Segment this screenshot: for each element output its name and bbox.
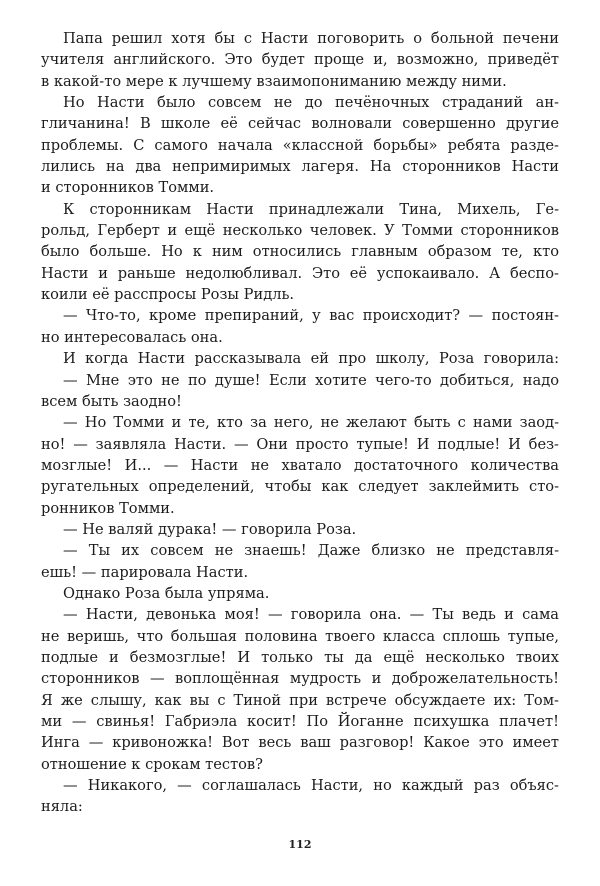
text-line: — Никакого, — соглашалась Насти, но каждый раз объяс- (63, 777, 559, 795)
text-line: проблемы. С самого начала «классной борьбы» ребята разде- (41, 136, 559, 154)
text-line: но интересовалась она. (41, 328, 223, 346)
text-line: ругательных определений, чтобы как следует заклеймить сто- (41, 478, 559, 496)
text-line: не веришь, что большая половина твоего класса сплошь тупые, (41, 627, 559, 645)
text-line: сторонников — воплощённая мудрость и доброжелательность! (41, 670, 559, 688)
text-line: Насти и раньше недолюбливал. Это её успокаивало. А беспо- (41, 264, 559, 282)
text-line: но! — заявляла Насти. — Они просто тупые! И подлые! И без- (41, 435, 559, 453)
text-line: — Мне это не по душе! Если хотите чего-то добиться, надо (63, 371, 559, 389)
text-line: — Что-то, кроме препираний, у вас происходит? — постоян- (63, 307, 559, 325)
text-line: Папа решил хотя бы с Насти поговорить о больной печени (63, 30, 559, 47)
text-line: отношение к срокам тестов? (41, 755, 263, 773)
text-line: учителя английского. Это будет проще и, возможно, приведёт (41, 51, 559, 69)
text-line: няла: (41, 798, 83, 816)
text-line: Инга — кривоножка! Вот весь ваш разговор! Какое это имеет (41, 734, 559, 752)
text-line: всем быть заодно! (41, 392, 182, 410)
text-line: и сторонников Томми. (41, 179, 215, 197)
text-line: Однако Роза была упряма. (63, 584, 270, 602)
text-line: гличанина! В школе её сейчас волновали совершенно другие (41, 115, 559, 133)
text-line: ешь! — парировала Насти. (41, 563, 249, 581)
text-line: мозглые! И... — Насти не хватало достаточного количества (41, 456, 559, 474)
text-line: — Не валяй дурака! — говорила Роза. (63, 520, 357, 538)
text-line: рольд, Герберт и ещё несколько человек. У Томми сторонников (41, 222, 559, 240)
text-line: К сторонникам Насти принадлежали Тина, Михель, Ге- (63, 200, 559, 218)
text-line: в какой-то мере к лучшему взаимопониманию между ними. (41, 72, 507, 90)
text-line: коили её расспросы Розы Ридль. (41, 286, 295, 304)
text-line: ми — свинья! Габриэла косит! По Йоганне психушка плачет! (41, 713, 559, 730)
text-line: — Но Томми и те, кто за него, не желают быть с нами заод- (63, 414, 559, 432)
text-line: Я же слышу, как вы с Тиной при встрече обсуждаете их: Том- (41, 691, 559, 709)
page-body (41, 28, 559, 818)
text-line: И когда Насти рассказывала ей про школу, Роза говорила: (63, 350, 559, 368)
text-line: — Ты их совсем не знаешь! Даже близко не представля- (63, 542, 559, 560)
text-line: Но Насти было совсем не до печёночных страданий ан- (63, 94, 559, 112)
text-line: было больше. Но к ним относились главным образом те, кто (41, 243, 559, 261)
page-number: 112 (288, 838, 312, 851)
text-line: — Насти, девонька моя! — говорила она. — Ты ведь и сама (63, 606, 559, 624)
text-line: подлые и безмозглые! И только ты да ещё несколько твоих (41, 648, 559, 666)
text-line: ронников Томми. (41, 499, 175, 517)
text-line: лились на два непримиримых лагеря. На сторонников Насти (41, 158, 559, 176)
